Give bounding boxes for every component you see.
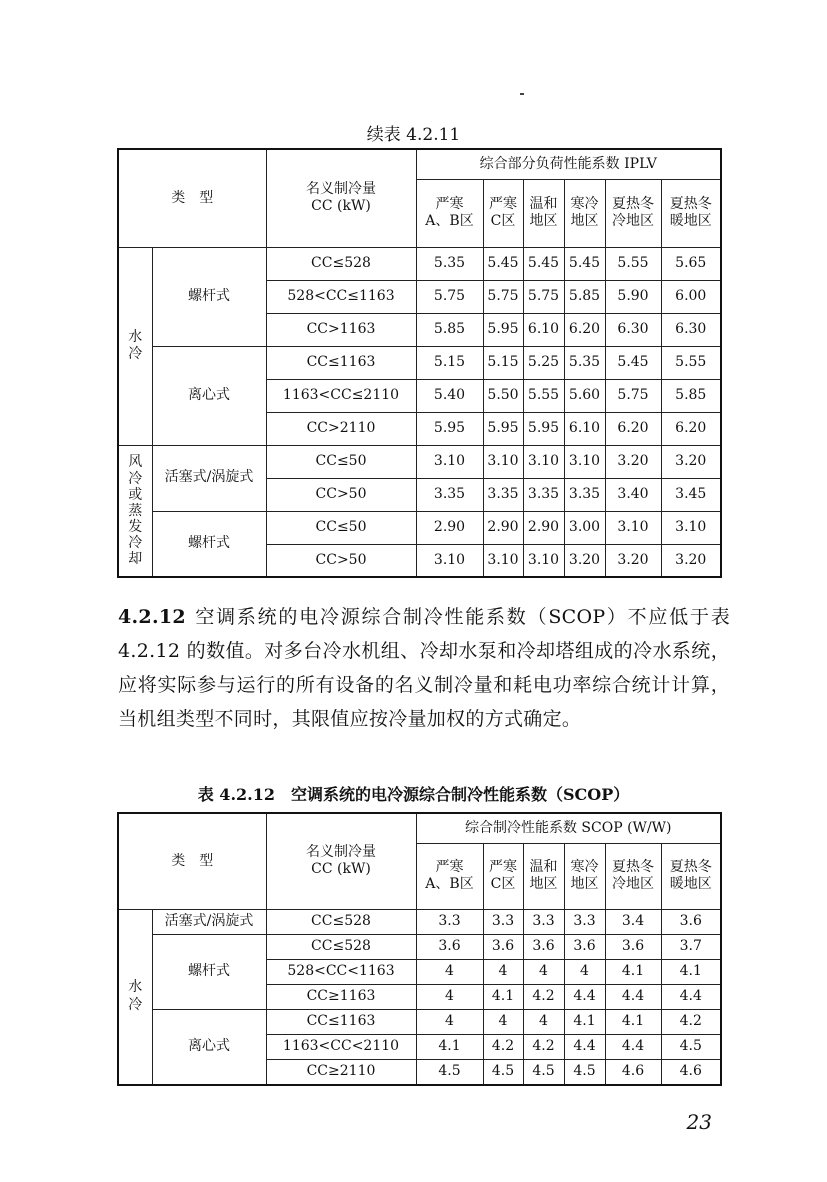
capacity-cell: 1163<CC≤2110: [266, 379, 416, 412]
value-cell: 5.55: [523, 379, 564, 412]
value-cell: 5.50: [483, 379, 523, 412]
value-cell: 5.85: [661, 379, 721, 412]
capacity-cell: CC>1163: [266, 313, 416, 346]
group-water-cooled: 水 冷: [118, 909, 152, 1085]
capacity-cell: CC≤528: [266, 909, 416, 934]
header-capacity: [266, 813, 416, 909]
value-cell: 4.1: [564, 1009, 605, 1034]
region-3: 寒冷 地区: [564, 843, 605, 909]
value-cell: 5.85: [416, 313, 483, 346]
table-4-2-11-continued: [117, 148, 722, 578]
value-cell: 3.6: [416, 934, 483, 959]
clause-text: 空调系统的电冷源综合制冷性能系数（SCOP）不应低于表 4.2.12 的数值。对多台冷水机组、冷却水泵和冷却塔组成的冷水系统，应将实际参与运行的所有设备的名义制冷量和耗电功率综合统计计算，当机组类型不同时，其限值应按冷量加权的方式确定。: [118, 606, 730, 730]
header-type: 类 型: [118, 813, 266, 909]
value-cell: 4.2: [661, 1009, 721, 1034]
capacity-cell: CC≤50: [266, 445, 416, 478]
header-type: 类 型: [118, 149, 266, 247]
value-cell: 4.4: [564, 1034, 605, 1059]
value-cell: 3.10: [661, 511, 721, 544]
value-cell: 3.10: [564, 445, 605, 478]
value-cell: 5.95: [483, 412, 523, 445]
value-cell: 3.10: [416, 544, 483, 577]
value-cell: 5.15: [416, 346, 483, 379]
page-number: 23: [686, 1110, 712, 1134]
capacity-cell: 528<CC<1163: [266, 959, 416, 984]
table1-caption: 续表 4.2.11: [366, 125, 461, 145]
value-cell: 5.75: [523, 280, 564, 313]
value-cell: 3.20: [605, 445, 661, 478]
capacity-cell: CC≤528: [266, 247, 416, 280]
value-cell: 5.85: [564, 280, 605, 313]
header-capacity-line2: CC (kW): [311, 198, 371, 215]
value-cell: 4.1: [416, 1034, 483, 1059]
value-cell: 6.20: [661, 412, 721, 445]
value-cell: 5.35: [416, 247, 483, 280]
value-cell: 3.6: [483, 934, 523, 959]
value-cell: 6.20: [605, 412, 661, 445]
value-cell: 5.95: [483, 313, 523, 346]
region-2: 温和 地区: [523, 179, 564, 247]
region-5: 夏热冬 暖地区: [661, 179, 721, 247]
value-cell: 5.60: [564, 379, 605, 412]
value-cell: 5.45: [483, 247, 523, 280]
value-cell: 5.75: [483, 280, 523, 313]
region-5: 夏热冬 暖地区: [661, 843, 721, 909]
value-cell: 5.45: [605, 346, 661, 379]
value-cell: 3.10: [523, 544, 564, 577]
subtype-scroll: 活塞式/涡旋式: [152, 445, 266, 511]
region-4: 夏热冬 冷地区: [605, 843, 661, 909]
subtype-screw: 螺杆式: [152, 934, 266, 1009]
value-cell: 5.25: [523, 346, 564, 379]
header-scop: 综合制冷性能系数 SCOP (W/W): [416, 813, 721, 843]
value-cell: 5.90: [605, 280, 661, 313]
value-cell: 4.1: [605, 1009, 661, 1034]
value-cell: 4.6: [605, 1059, 661, 1085]
value-cell: 3.00: [564, 511, 605, 544]
value-cell: 3.10: [523, 445, 564, 478]
value-cell: 4.4: [605, 1034, 661, 1059]
value-cell: 5.40: [416, 379, 483, 412]
value-cell: 3.10: [416, 445, 483, 478]
capacity-cell: 1163<CC<2110: [266, 1034, 416, 1059]
capacity-cell: 528<CC≤1163: [266, 280, 416, 313]
value-cell: 4: [523, 1009, 564, 1034]
capacity-cell: CC≥1163: [266, 984, 416, 1009]
value-cell: 5.75: [416, 280, 483, 313]
capacity-cell: CC≤50: [266, 511, 416, 544]
value-cell: 3.6: [661, 909, 721, 934]
region-0: 严寒 A、B区: [416, 179, 483, 247]
capacity-cell: CC≤528: [266, 934, 416, 959]
value-cell: 3.3: [416, 909, 483, 934]
value-cell: 5.75: [605, 379, 661, 412]
value-cell: 6.30: [605, 313, 661, 346]
value-cell: 5.95: [416, 412, 483, 445]
table-row: [118, 445, 721, 478]
capacity-cell: CC≤1163: [266, 1009, 416, 1034]
value-cell: 4.4: [564, 984, 605, 1009]
value-cell: 3.35: [564, 478, 605, 511]
value-cell: 4: [416, 1009, 483, 1034]
value-cell: 3.6: [523, 934, 564, 959]
value-cell: 6.10: [564, 412, 605, 445]
value-cell: 5.65: [661, 247, 721, 280]
value-cell: 4: [416, 959, 483, 984]
value-cell: 3.45: [661, 478, 721, 511]
value-cell: 4.5: [483, 1059, 523, 1085]
value-cell: 3.3: [564, 909, 605, 934]
region-3: 寒冷 地区: [564, 179, 605, 247]
value-cell: 4.5: [564, 1059, 605, 1085]
header-capacity: [266, 149, 416, 247]
value-cell: 4.2: [523, 984, 564, 1009]
table-row: [118, 934, 721, 959]
value-cell: 3.10: [483, 445, 523, 478]
value-cell: 3.35: [416, 478, 483, 511]
table-4-2-12: [117, 812, 722, 1086]
value-cell: 6.30: [661, 313, 721, 346]
value-cell: 4.2: [523, 1034, 564, 1059]
subtype-screw: 螺杆式: [152, 247, 266, 346]
value-cell: 6.20: [564, 313, 605, 346]
value-cell: 4.1: [483, 984, 523, 1009]
table-row: [118, 346, 721, 379]
clause-4-2-12: [118, 600, 730, 736]
value-cell: 4.4: [661, 984, 721, 1009]
table-row: [118, 511, 721, 544]
header-capacity-line2: CC (kW): [311, 861, 371, 878]
value-cell: 5.95: [523, 412, 564, 445]
group-air-cooled: 风 冷 或 蒸 发 冷 却: [118, 445, 152, 577]
value-cell: 3.40: [605, 478, 661, 511]
value-cell: 4: [564, 959, 605, 984]
subtype-centrifugal: 离心式: [152, 1009, 266, 1085]
value-cell: 3.3: [523, 909, 564, 934]
value-cell: 3.4: [605, 909, 661, 934]
table-row: [118, 1009, 721, 1034]
subtype-screw-air: 螺杆式: [152, 511, 266, 577]
value-cell: 5.15: [483, 346, 523, 379]
value-cell: 5.35: [564, 346, 605, 379]
header-capacity-line1: 名义制冷量: [306, 180, 376, 197]
value-cell: 5.55: [605, 247, 661, 280]
value-cell: 3.20: [661, 544, 721, 577]
value-cell: 4: [483, 1009, 523, 1034]
value-cell: 4.2: [483, 1034, 523, 1059]
capacity-cell: CC>50: [266, 544, 416, 577]
value-cell: 2.90: [523, 511, 564, 544]
value-cell: 2.90: [483, 511, 523, 544]
capacity-cell: CC>2110: [266, 412, 416, 445]
value-cell: 2.90: [416, 511, 483, 544]
value-cell: 4.5: [523, 1059, 564, 1085]
value-cell: 4.1: [605, 959, 661, 984]
value-cell: 4.5: [416, 1059, 483, 1085]
value-cell: 5.45: [564, 247, 605, 280]
region-1: 严寒 C区: [483, 843, 523, 909]
decorative-dot: [520, 93, 524, 95]
value-cell: 4: [416, 984, 483, 1009]
value-cell: 4.5: [661, 1034, 721, 1059]
value-cell: 3.3: [483, 909, 523, 934]
header-iplv: 综合部分负荷性能系数 IPLV: [416, 149, 721, 179]
capacity-cell: CC≤1163: [266, 346, 416, 379]
capacity-cell: CC>50: [266, 478, 416, 511]
value-cell: 6.00: [661, 280, 721, 313]
value-cell: 5.45: [523, 247, 564, 280]
value-cell: 3.35: [523, 478, 564, 511]
value-cell: 4: [483, 959, 523, 984]
value-cell: 4.4: [605, 984, 661, 1009]
value-cell: 3.7: [661, 934, 721, 959]
capacity-cell: CC≥2110: [266, 1059, 416, 1085]
table-row: [118, 247, 721, 280]
table-row: [118, 909, 721, 934]
value-cell: 3.6: [605, 934, 661, 959]
value-cell: 3.20: [661, 445, 721, 478]
region-1: 严寒 C区: [483, 179, 523, 247]
group-water-cooled: 水 冷: [118, 247, 152, 445]
value-cell: 3.20: [564, 544, 605, 577]
value-cell: 6.10: [523, 313, 564, 346]
region-0: 严寒 A、B区: [416, 843, 483, 909]
value-cell: 4: [523, 959, 564, 984]
region-2: 温和 地区: [523, 843, 564, 909]
value-cell: 3.35: [483, 478, 523, 511]
header-capacity-line1: 名义制冷量: [306, 843, 376, 860]
value-cell: 3.6: [564, 934, 605, 959]
value-cell: 3.10: [483, 544, 523, 577]
value-cell: 4.6: [661, 1059, 721, 1085]
subtype-centrifugal: 离心式: [152, 346, 266, 445]
value-cell: 3.10: [605, 511, 661, 544]
clause-number: 4.2.12: [118, 606, 186, 628]
region-4: 夏热冬 冷地区: [605, 179, 661, 247]
value-cell: 4.1: [661, 959, 721, 984]
table2-caption: 表 4.2.12 空调系统的电冷源综合制冷性能系数（SCOP）: [197, 785, 630, 804]
subtype-scroll: 活塞式/涡旋式: [152, 909, 266, 934]
value-cell: 3.20: [605, 544, 661, 577]
value-cell: 5.55: [661, 346, 721, 379]
